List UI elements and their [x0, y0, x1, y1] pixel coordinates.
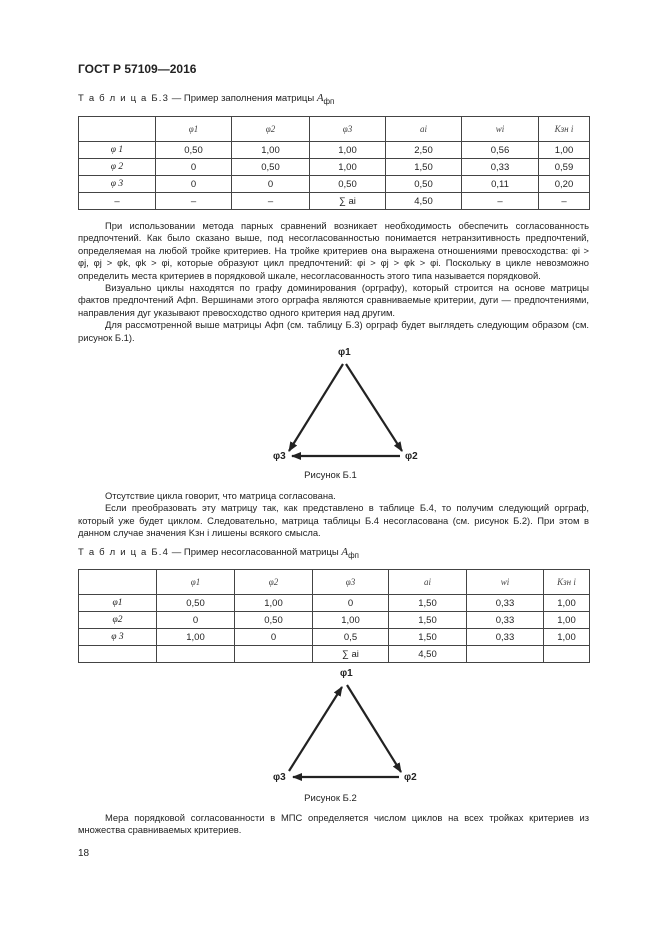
table-header-cell: Kзн i [544, 570, 590, 595]
table-header-row [79, 570, 590, 595]
table-cell: 0,50 [235, 612, 313, 629]
node-phi1: φ1 [338, 347, 351, 358]
table-header-cell: wi [462, 117, 539, 142]
table-header-cell: φ2 [235, 570, 313, 595]
edge-phi1-phi3 [289, 364, 343, 451]
table-cell: – [462, 193, 539, 210]
table-cell: 0 [313, 595, 389, 612]
table-cell [157, 646, 235, 663]
table-cell: 0,33 [467, 629, 544, 646]
table-cell: 2,50 [386, 142, 462, 159]
figure-b1-caption: Рисунок Б.1 [304, 470, 357, 481]
table-cell: 0,50 [156, 142, 232, 159]
paragraph: Для рассмотренной выше матрицы Aфп (см. таблицу Б.3) орграф будет выглядеть следующим образом (см. рисунок Б.1). [78, 319, 589, 343]
table-cell: 0 [157, 612, 235, 629]
table-cell: 1,00 [544, 595, 590, 612]
table-cell: 0,11 [462, 176, 539, 193]
table-b4-caption-prefix: Т а б л и ц а Б.4 [78, 547, 170, 558]
table-cell: 0,59 [539, 159, 590, 176]
table-cell: 1,50 [386, 159, 462, 176]
table-cell: 1,00 [544, 612, 590, 629]
table-cell: 1,00 [310, 142, 386, 159]
table-header-cell: ai [389, 570, 467, 595]
table-row [79, 629, 590, 646]
node-phi3: φ3 [273, 451, 286, 462]
table-cell: 0 [232, 176, 310, 193]
table-header-cell: wi [467, 570, 544, 595]
table-cell: 1,00 [310, 159, 386, 176]
edge-phi1-phi2 [347, 685, 401, 772]
table-cell: 0,56 [462, 142, 539, 159]
table-cell: 0,50 [157, 595, 235, 612]
table-row [79, 612, 590, 629]
table-cell: 1,00 [313, 612, 389, 629]
table-b3 [78, 116, 590, 210]
table-row [79, 159, 590, 176]
table-header-cell: φ1 [157, 570, 235, 595]
table-b3-caption-symbol: A [316, 92, 324, 104]
figure-b2-caption: Рисунок Б.2 [304, 793, 357, 804]
table-row [79, 142, 590, 159]
table-cell: – [539, 193, 590, 210]
table-row [79, 595, 590, 612]
table-cell: 0,50 [386, 176, 462, 193]
table-cell: ∑ ai [310, 193, 386, 210]
paragraph: При использовании метода парных сравнений возникает необходимость обеспечить согласованность предпочтений. Как было сказано выше, под несогласованностью понимается нетранзитивность предпочтений, определяемая на любой тройке критериев. На тройке критериев она выражена отношениями превосходства: φi > φj, φj > φk, φk > φi, которые образуют цикл предпочтений: φi > φj > φk > φi. Поскольку в цикле невозможно определить места критериев в порядковой шкале, несогласованность этого типа называется порядковой. [78, 220, 589, 281]
table-cell: 0,33 [462, 159, 539, 176]
table-cell: 0 [235, 629, 313, 646]
table-b4-caption-sub: фп [348, 550, 359, 560]
table-cell [544, 646, 590, 663]
table-cell: 1,50 [389, 595, 467, 612]
node-phi3: φ3 [273, 772, 286, 783]
table-b3-caption-prefix: Т а б л и ц а Б.3 [78, 93, 170, 104]
text-block-2 [78, 490, 589, 540]
table-cell [467, 646, 544, 663]
table-b3-caption [78, 92, 334, 106]
table-b3-caption-text: — Пример заполнения матрицы [169, 93, 317, 104]
edge-phi3-phi1 [289, 687, 342, 771]
table-cell: φ 1 [79, 142, 156, 159]
table-cell: 1,00 [157, 629, 235, 646]
table-cell: 0,33 [467, 612, 544, 629]
table-cell: 1,50 [389, 629, 467, 646]
node-phi1: φ1 [340, 668, 353, 679]
text-block-1 [78, 220, 589, 344]
table-cell: φ2 [79, 612, 157, 629]
table-cell [235, 646, 313, 663]
node-phi2: φ2 [404, 772, 417, 783]
node-phi2: φ2 [405, 451, 418, 462]
document-header: ГОСТ Р 57109—2016 [78, 62, 197, 76]
table-cell: 0,50 [310, 176, 386, 193]
table-cell: 1,00 [235, 595, 313, 612]
paragraph: Отсутствие цикла говорит, что матрица согласована. [105, 490, 336, 501]
table-b3-caption-sub: фп [323, 96, 335, 106]
paragraph: Если преобразовать эту матрицу так, как представлено в таблице Б.4, то получим следующий орграф, который уже будет циклом. Следовательно, матрица таблицы Б.4 несогласована (см. рисунок Б.2). При этом в данном случае значения Kзн i лишены всякого смысла. [78, 502, 589, 539]
table-header-cell [79, 117, 156, 142]
table-b4-caption [78, 546, 359, 560]
table-row [79, 193, 590, 210]
table-header-cell: φ3 [310, 117, 386, 142]
table-cell: – [232, 193, 310, 210]
table-row [79, 646, 590, 663]
table-header-cell: ai [386, 117, 462, 142]
table-cell: 1,00 [539, 142, 590, 159]
paragraph: Визуально циклы находятся по графу доминирования (орграфу), который строится на основе матрицы фактов предпочтений Aфп. Вершинами этого орграфа являются сравниваемые критерии, дуги — предпочтениями, направления дуг указывают превосходство одного критерия над другим. [78, 282, 589, 318]
table-cell: φ 2 [79, 159, 156, 176]
table-cell: 1,00 [544, 629, 590, 646]
text-block-3 [78, 812, 589, 837]
table-cell: 4,50 [386, 193, 462, 210]
table-cell: φ 3 [79, 176, 156, 193]
table-b4 [78, 569, 590, 663]
table-cell: 0 [156, 176, 232, 193]
table-header-cell: Kзн i [539, 117, 590, 142]
table-cell: – [156, 193, 232, 210]
table-header-cell: φ1 [156, 117, 232, 142]
page-number: 18 [78, 848, 90, 859]
table-row [79, 176, 590, 193]
table-cell: 0 [156, 159, 232, 176]
table-cell: 4,50 [389, 646, 467, 663]
table-header-row [79, 117, 590, 142]
paragraph: Мера порядковой согласованности в МПС определяется числом циклов на всех тройках критериев из множества сравниваемых критериев. [78, 812, 589, 836]
table-cell: φ 3 [79, 629, 157, 646]
table-b4-caption-text: — Пример несогласованной матрицы [169, 547, 342, 558]
table-header-cell [79, 570, 157, 595]
table-cell: φ1 [79, 595, 157, 612]
table-cell: 1,00 [232, 142, 310, 159]
table-cell: 0,20 [539, 176, 590, 193]
table-b4-caption-symbol: A [341, 546, 349, 558]
table-cell: ∑ ai [313, 646, 389, 663]
table-cell: 0,5 [313, 629, 389, 646]
edge-phi1-phi2 [346, 364, 402, 451]
table-cell: 1,50 [389, 612, 467, 629]
table-header-cell: φ2 [232, 117, 310, 142]
table-header-cell: φ3 [313, 570, 389, 595]
table-cell: – [79, 193, 156, 210]
table-cell: 0,50 [232, 159, 310, 176]
table-cell: 0,33 [467, 595, 544, 612]
table-cell [79, 646, 157, 663]
